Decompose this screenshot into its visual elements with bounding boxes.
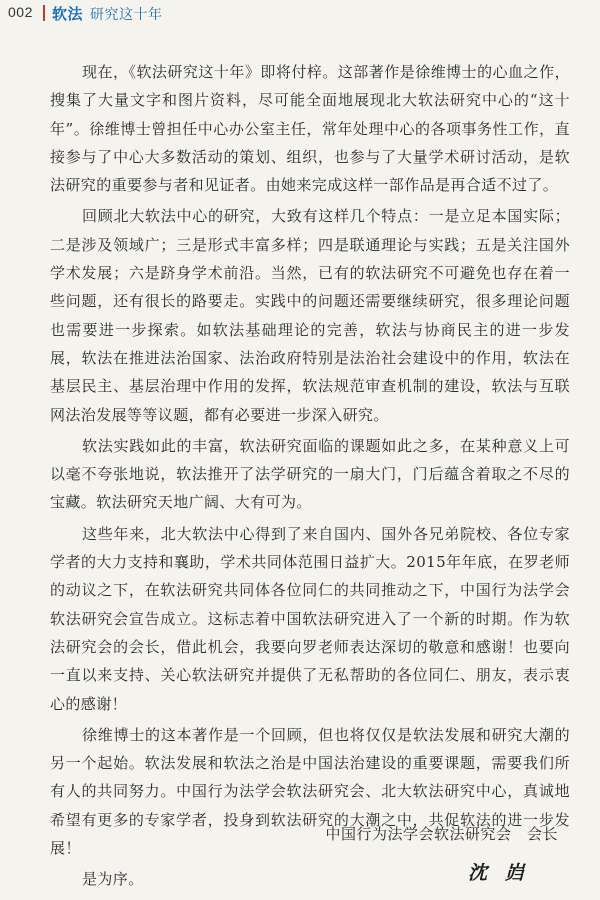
preface-body	[50, 58, 570, 897]
paragraph-4: 这些年来，北大软法中心得到了来自国内、国外各兄弟院校、各位专家学者的大力支持和襄助，学术共同体范围日益扩大。2015年年底，在罗老师的动议之下，在软法研究共同体各位同仁的共同推动之下，中国行为法学会软法研究会宣告成立。这标志着中国软法研究进入了一个新的时期。作为软法研究会的会长，借此机会，我要向罗老师表达深切的敬意和感谢！也要向一直以来支持、关心软法研究并提供了无私帮助的各位同仁、朋友，表示衷心的感谢！	[50, 524, 570, 713]
running-header	[0, 0, 600, 34]
paragraph-6: 是为序。	[82, 870, 144, 889]
paragraph-3: 软法实践如此的丰富，软法研究面临的课题如此之多，在某种意义上可以毫不夸张地说，软法推开了法学研究的一扇大门，门后蕴含着取之不尽的宝藏。软法研究天地广阔、大有可为。	[50, 436, 570, 512]
signature-block	[325, 823, 558, 844]
header-divider-bar	[43, 5, 45, 21]
page-number: 002	[8, 4, 33, 20]
paragraph-1: 现在，《软法研究这十年》即将付梓。这部著作是徐维博士的心血之作，搜集了大量文字和图片资料，尽可能全面地展现北大软法研究中心的“这十年”。徐维博士曾担任中心办公室主任，常年处理中心的各项事务性工作，直接参与了中心大多数活动的策划、组织，也参与了大量学术研讨活动，是软法研究的重要参与者和见证者。由她来完成这样一部作品是再合适不过了。	[50, 63, 570, 195]
paragraph-2: 回顾北大软法中心的研究，大致有这样几个特点：一是立足本国实际；二是涉及领域广；三是形式丰富多样；四是联通理论与实践；五是关注国外学术发展；六是跻身学术前沿。当然，已有的软法研究不可避免也存在着一些问题，还有很长的路要走。实践中的问题还需要继续研究，很多理论问题也需要进一步探索。如软法基础理论的完善，软法与协商民主的进一步发展，软法在推进法治国家、法治政府特别是法治社会建设中的作用，软法在基层民主、基层治理中作用的发挥，软法规范审查机制的建设，软法与互联网法治发展等等议题，都有必要进一步深入研究。	[50, 207, 570, 424]
book-title-rest: 研究这十年	[90, 7, 163, 23]
book-title-bold: 软法	[52, 5, 84, 23]
paragraph-5: 徐维博士的这本著作是一个回顾，但也将仅仅是软法发展和研究大潮的另一个起始。软法发展和软法之治是中国法治建设的重要课题，需要我们所有人的共同努力。中国行为法学会软法研究会、北大软法研究中心，真诚地希望有更多的专家学者，投身到软法研究的大潮之中，共促软法的进一步发展！	[50, 725, 570, 858]
signature-organization: 中国行为法学会软法研究会 会长	[325, 825, 558, 843]
signature-name: 沈岿	[467, 862, 542, 884]
